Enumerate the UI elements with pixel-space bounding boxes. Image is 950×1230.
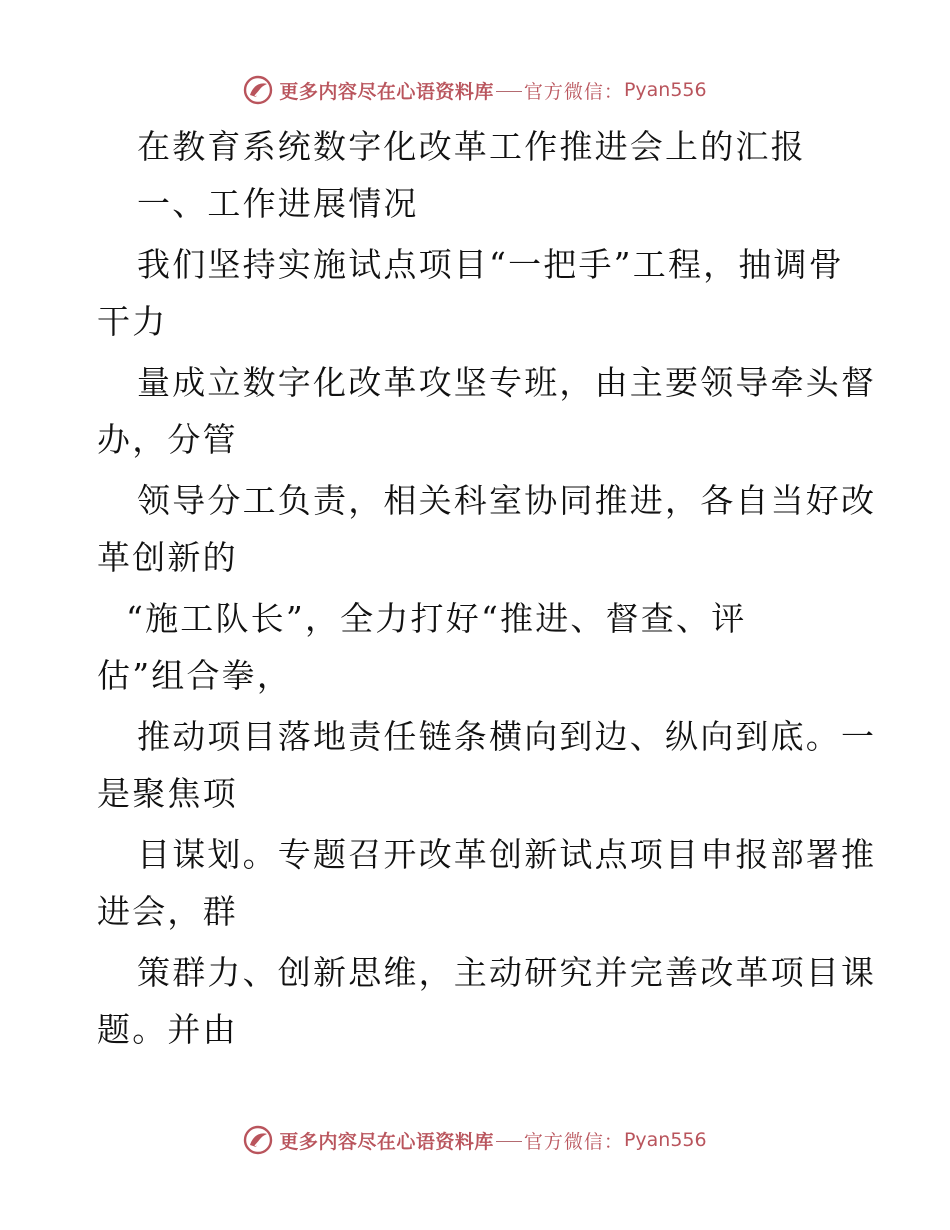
paragraph-line: 估”组合拳， (97, 656, 293, 695)
logo-icon (243, 75, 273, 105)
watermark-site-text: 更多内容尽在心语资料库 (279, 80, 494, 103)
paragraph-line: “施工队长”，全力打好“推进、督查、评 (126, 599, 747, 638)
paragraph-line: 是聚焦项 (97, 774, 238, 813)
paragraph-line: 领导分工负责，相关科室协同推进，各自当好改 (137, 481, 877, 520)
paragraph-line: 我们坚持实施试点项目“一把手”工程，抽调骨 (137, 245, 844, 284)
paragraph-line: 量成立数字化改革攻坚专班，由主要领导牵头督 (137, 363, 877, 402)
watermark-wechat-label: 官方微信： (523, 1130, 624, 1153)
watermark-wechat-label: 官方微信： (523, 80, 624, 103)
paragraph-line: 推动项目落地责任链条横向到边、纵向到底。一 (137, 717, 877, 756)
watermark-wechat-id: Pyan556 (623, 1129, 707, 1151)
watermark-dash (496, 1141, 522, 1142)
paragraph-line: 办，分管 (97, 420, 238, 459)
paragraph-line: 革创新的 (97, 538, 238, 577)
section-heading: 一、工作进展情况 (137, 184, 419, 223)
document-title: 在教育系统数字化改革工作推进会上的汇报 (137, 127, 806, 166)
watermark-dash (496, 91, 522, 92)
logo-icon (243, 1125, 273, 1155)
paragraph-line: 目谋划。专题召开改革创新试点项目申报部署推 (137, 835, 877, 874)
header-watermark (0, 70, 950, 110)
paragraph-line: 题。并由 (97, 1010, 238, 1049)
paragraph-line: 干力 (97, 302, 168, 341)
footer-watermark (0, 1120, 950, 1160)
watermark-wechat-id: Pyan556 (623, 79, 707, 101)
paragraph-line: 进会，群 (97, 892, 238, 931)
paragraph-line: 策群力、创新思维，主动研究并完善改革项目课 (137, 953, 877, 992)
watermark-site-text: 更多内容尽在心语资料库 (279, 1130, 494, 1153)
